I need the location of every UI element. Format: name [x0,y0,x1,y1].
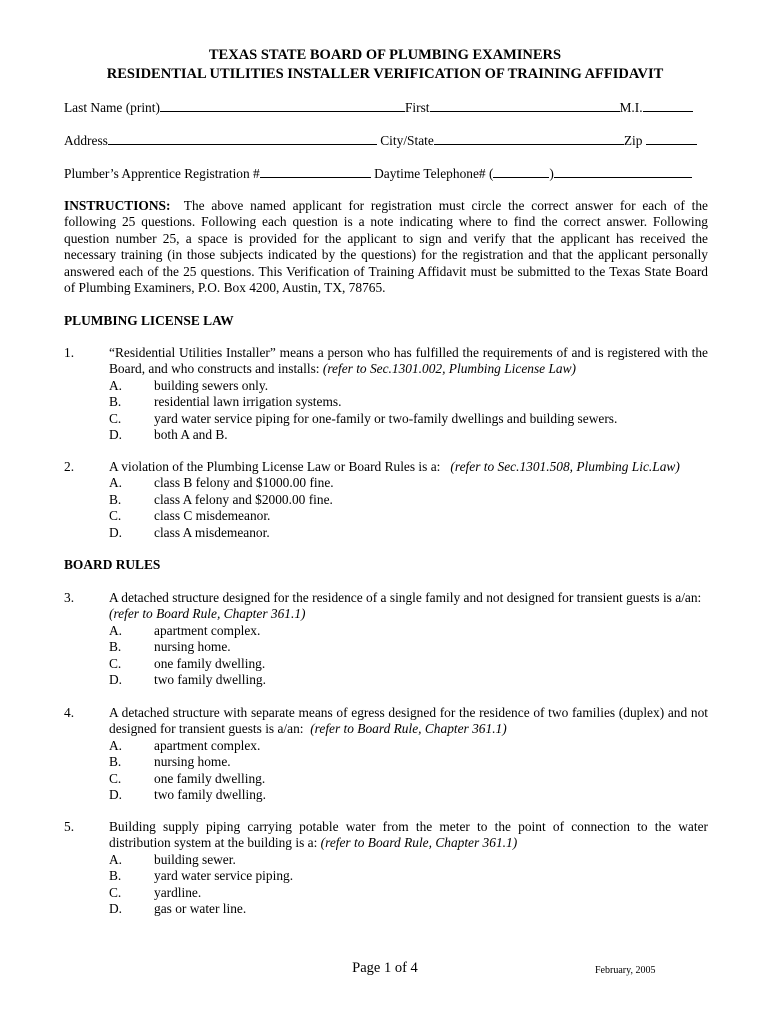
option-a[interactable]: A. class B felony and $1000.00 fine. [109,475,334,491]
address-row [64,132,697,149]
apprentice-label: Plumber’s Apprentice Registration # [64,166,260,181]
question-reference: (refer to Board Rule, Chapter 361.1) [109,606,306,622]
question-number: 3. [64,590,75,605]
instructions-text: The above named applicant for registration must circle the correct answer for each of the following 25 questions. Following each question is a note indicating where to find the correct answer. Following question number 25, a space is provided for the applicant to sign and verify that the applicant has received the necessary training (in those subjects indicated by the questions) for the registration and that the applicant personally answered each of the 25 questions. This Verification of Training Affidavit must be submitted to the Texas State Board of Plumbing Examiners, P.O. Box 4200, Austin, TX, 78765. [64,198,708,296]
option-c[interactable]: C. class C misdemeanor. [109,508,271,524]
option-d[interactable]: D. gas or water line. [109,900,247,916]
document-title: TEXAS STATE BOARD OF PLUMBING EXAMINERS [208,47,562,63]
last-name-label: Last Name (print) [64,100,160,115]
area-code-field[interactable] [493,165,549,178]
option-b[interactable]: B. nursing home. [109,754,231,770]
first-name-label: First [404,100,430,115]
instructions-label: INSTRUCTIONS: [64,198,171,213]
option-c[interactable]: C. yardline. [109,884,202,900]
section-heading-license-law: PLUMBING LICENSE LAW [64,313,234,328]
question-text: A detached structure designed for the residence of a single family and not designed for transient guests is a/an: [109,590,702,605]
apprentice-field[interactable] [260,165,371,178]
telephone-label: Daytime Telephone# ( [374,166,494,181]
option-b[interactable]: B. nursing home. [109,639,231,655]
question-4 [64,705,708,803]
option-c[interactable]: C. one family dwelling. [109,655,266,671]
city-state-label: City/State [380,133,434,148]
option-a[interactable]: A. building sewer. [109,851,236,867]
option-c[interactable]: C. yard water service piping for one-family or two-family dwellings and building sewers. [109,410,618,426]
telephone-close: ) [549,166,554,181]
address-field[interactable] [108,132,377,145]
option-d[interactable]: D. two family dwelling. [109,671,266,687]
zip-field[interactable] [646,132,697,145]
option-d[interactable]: D. class A misdemeanor. [109,524,270,540]
option-b[interactable]: B. class A felony and $2000.00 fine. [109,491,333,507]
question-number: 1. [64,345,75,360]
question-1 [64,345,708,443]
city-state-field[interactable] [434,132,624,145]
question-number: 2. [64,459,75,474]
question-5 [64,819,708,917]
zip-label: Zip [623,133,643,148]
option-a[interactable]: A. apartment complex. [109,737,261,753]
option-b[interactable]: B. residential lawn irrigation systems. [109,394,342,410]
question-reference: (refer to Board Rule, Chapter 361.1) [320,835,518,851]
question-reference: (refer to Board Rule, Chapter 361.1) [310,721,507,737]
question-2 [64,459,708,541]
revision-date: February, 2005 [595,965,656,976]
last-name-field[interactable] [160,99,405,112]
question-reference: (refer to Sec.1301.508, Plumbing Lic.Law) [450,459,680,474]
question-number: 5. [64,819,75,834]
telephone-field[interactable] [554,165,692,178]
question-text: Building supply piping carrying potable water from the meter to the point of connection to the water distribution system at the building is a: [109,819,708,851]
option-d[interactable]: D. two family dwelling. [109,786,266,802]
question-3 [64,590,708,688]
question-number: 4. [64,705,75,720]
option-a[interactable]: A. building sewers only. [109,377,269,393]
address-label: Address [64,133,108,148]
question-text: A violation of the Plumbing License Law or Board Rules is a: [109,459,441,474]
mi-field[interactable] [643,99,693,112]
instructions [64,198,708,296]
document-subtitle: RESIDENTIAL UTILITIES INSTALLER VERIFICATION OF TRAINING AFFIDAVIT [106,66,664,82]
option-d[interactable]: D. both A and B. [109,426,228,442]
option-c[interactable]: C. one family dwelling. [109,770,266,786]
page-number: Page 1 of 4 [352,960,418,976]
mi-label: M.I. [619,100,643,115]
name-row [64,99,693,116]
registration-row [64,165,692,182]
question-text: “Residential Utilities Installer” means a person who has fulfilled the requirements of and is registered with the Board, and who constructs and installs: [109,345,708,377]
first-name-field[interactable] [430,99,620,112]
question-reference: (refer to Sec.1301.002, Plumbing License Law) [322,361,577,377]
section-heading-board-rules: BOARD RULES [64,557,161,572]
option-b[interactable]: B. yard water service piping. [109,868,294,884]
question-text: A detached structure with separate means of egress designed for the residence of two families (duplex) and not designed for transient guests is a/an: [109,705,708,737]
option-a[interactable]: A. apartment complex. [109,622,261,638]
